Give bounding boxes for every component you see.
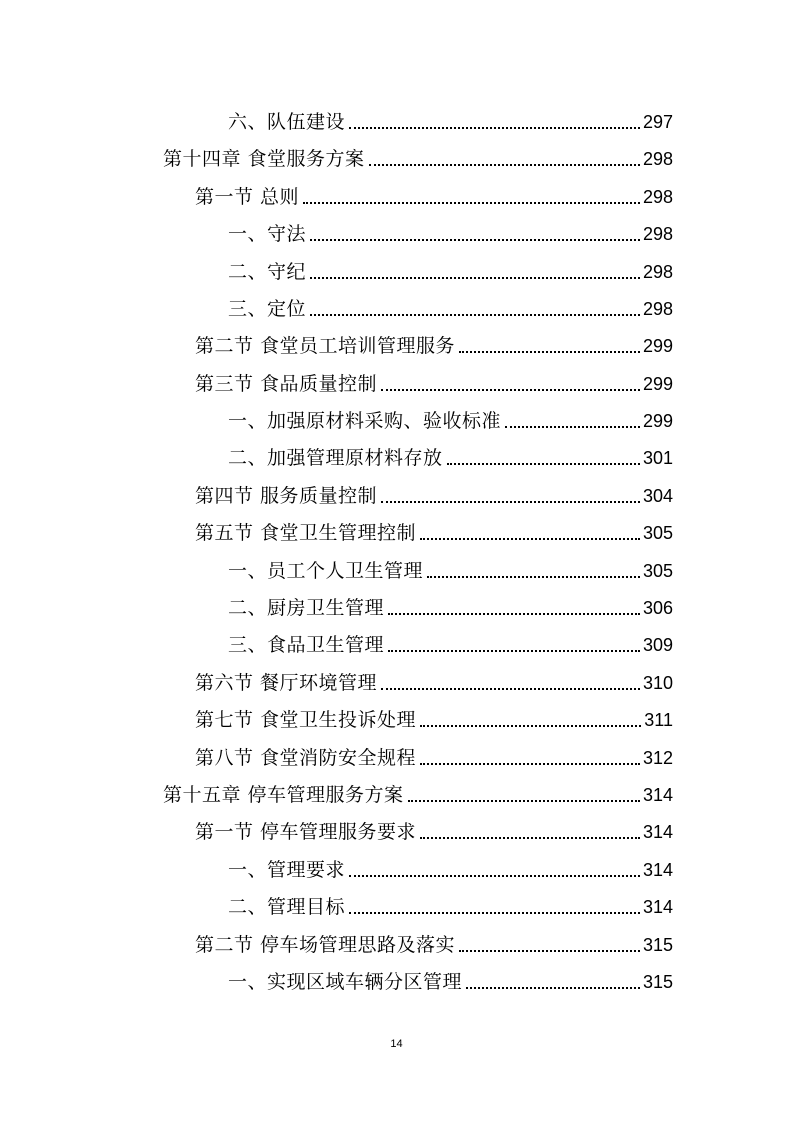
dot-leader [505,426,640,428]
toc-entry-label: 第十五章 停车管理服务方案 [163,784,404,806]
toc-entry-page: 298 [642,224,673,244]
dot-leader [388,613,640,615]
toc-entry-label: 第六节 餐厅环境管理 [195,672,378,694]
dot-leader [466,987,640,989]
page-number: 14 [390,1038,403,1050]
toc-entry-page: 298 [642,262,673,282]
dot-leader [303,202,640,204]
toc-entry-label: 二、管理目标 [228,896,346,918]
toc-entry-page: 309 [642,635,673,655]
toc-entry-label: 第四节 服务质量控制 [195,485,378,507]
dot-leader [420,763,640,765]
toc-entry-label: 第二节 食堂员工培训管理服务 [195,335,456,357]
toc-entry[interactable] [228,287,673,324]
toc-entry-label: 第五节 食堂卫生管理控制 [195,522,417,544]
toc-entry[interactable] [228,399,673,436]
toc-entry-page: 304 [642,486,673,506]
dot-leader [381,688,640,690]
toc-entry-page: 299 [642,411,673,431]
toc-entry-label: 第一节 停车管理服务要求 [195,821,417,843]
toc-entry[interactable] [195,810,673,847]
toc-entry[interactable] [228,100,673,137]
toc-entry[interactable] [195,661,673,698]
toc-entry-page: 299 [642,374,673,394]
toc-entry-label: 一、管理要求 [228,859,346,881]
toc-entry[interactable] [195,324,673,361]
toc-entry-label: 一、员工个人卫生管理 [228,560,424,582]
dot-leader [408,800,640,802]
toc-entry[interactable] [228,885,673,922]
dot-leader [459,351,640,353]
dot-leader [388,650,640,652]
toc-entry-label: 一、实现区域车辆分区管理 [228,971,463,993]
toc-entry-label: 三、定位 [228,298,307,320]
toc-entry[interactable] [195,736,673,773]
toc-entry[interactable] [228,250,673,287]
dot-leader [447,463,640,465]
toc-entry[interactable] [228,848,673,885]
toc-entry-label: 第七节 食堂卫生投诉处理 [195,709,417,731]
toc-entry-label: 第十四章 食堂服务方案 [163,148,365,170]
toc-entry[interactable] [163,137,673,174]
toc-entry-page: 314 [642,785,673,805]
toc-entry-label: 三、食品卫生管理 [228,634,385,656]
toc-entry-label: 第二节 停车场管理思路及落实 [195,934,456,956]
toc-entry-label: 二、守纪 [228,261,307,283]
toc-entry[interactable] [195,362,673,399]
dot-leader [310,277,640,279]
toc-entry[interactable] [228,960,673,997]
toc-entry-label: 一、加强原材料采购、验收标准 [228,410,502,432]
toc-entry[interactable] [228,212,673,249]
toc-entry[interactable] [195,511,673,548]
toc-entry-page: 306 [642,598,673,618]
toc-entry-page: 310 [642,673,673,693]
dot-leader [349,912,640,914]
toc-entry-page: 305 [642,523,673,543]
dot-leader [459,950,640,952]
toc-entry-page: 314 [642,822,673,842]
dot-leader [369,164,640,166]
toc-entry[interactable] [228,586,673,623]
toc-entry-page: 297 [642,112,673,132]
dot-leader [381,389,640,391]
dot-leader [310,314,640,316]
toc-entry-page: 311 [644,710,673,730]
toc-entry-page: 315 [642,935,673,955]
toc-entry-page: 305 [642,561,673,581]
toc-entry-page: 299 [642,336,673,356]
toc-entry-label: 六、队伍建设 [228,111,346,133]
dot-leader [420,538,640,540]
toc-entry-page: 301 [642,448,673,468]
toc-entry[interactable] [195,175,673,212]
toc-entry[interactable] [163,773,673,810]
toc-entry-label: 一、守法 [228,223,307,245]
toc-entry-page: 312 [642,748,673,768]
dot-leader [427,576,640,578]
dot-leader [349,127,640,129]
dot-leader [381,501,640,503]
toc-entry-label: 第三节 食品质量控制 [195,373,378,395]
toc-entry-page: 314 [642,897,673,917]
toc-entry-page: 298 [642,149,673,169]
dot-leader [310,239,640,241]
toc-entry[interactable] [228,549,673,586]
toc-entry-page: 298 [642,187,673,207]
toc-entry[interactable] [228,436,673,473]
dot-leader [420,837,640,839]
toc-entry-label: 二、厨房卫生管理 [228,597,385,619]
toc-entry-label: 第八节 食堂消防安全规程 [195,747,417,769]
toc-entry[interactable] [195,474,673,511]
dot-leader [420,725,641,727]
toc-entry-label: 第一节 总则 [195,186,300,208]
toc-entry[interactable] [228,623,673,660]
toc-entry-label: 二、加强管理原材料存放 [228,447,443,469]
toc-entry-page: 315 [642,972,673,992]
dot-leader [349,875,640,877]
toc-entry-page: 298 [642,299,673,319]
toc-entry[interactable] [195,923,673,960]
toc-entry-page: 314 [642,860,673,880]
toc-entry[interactable] [195,698,673,735]
